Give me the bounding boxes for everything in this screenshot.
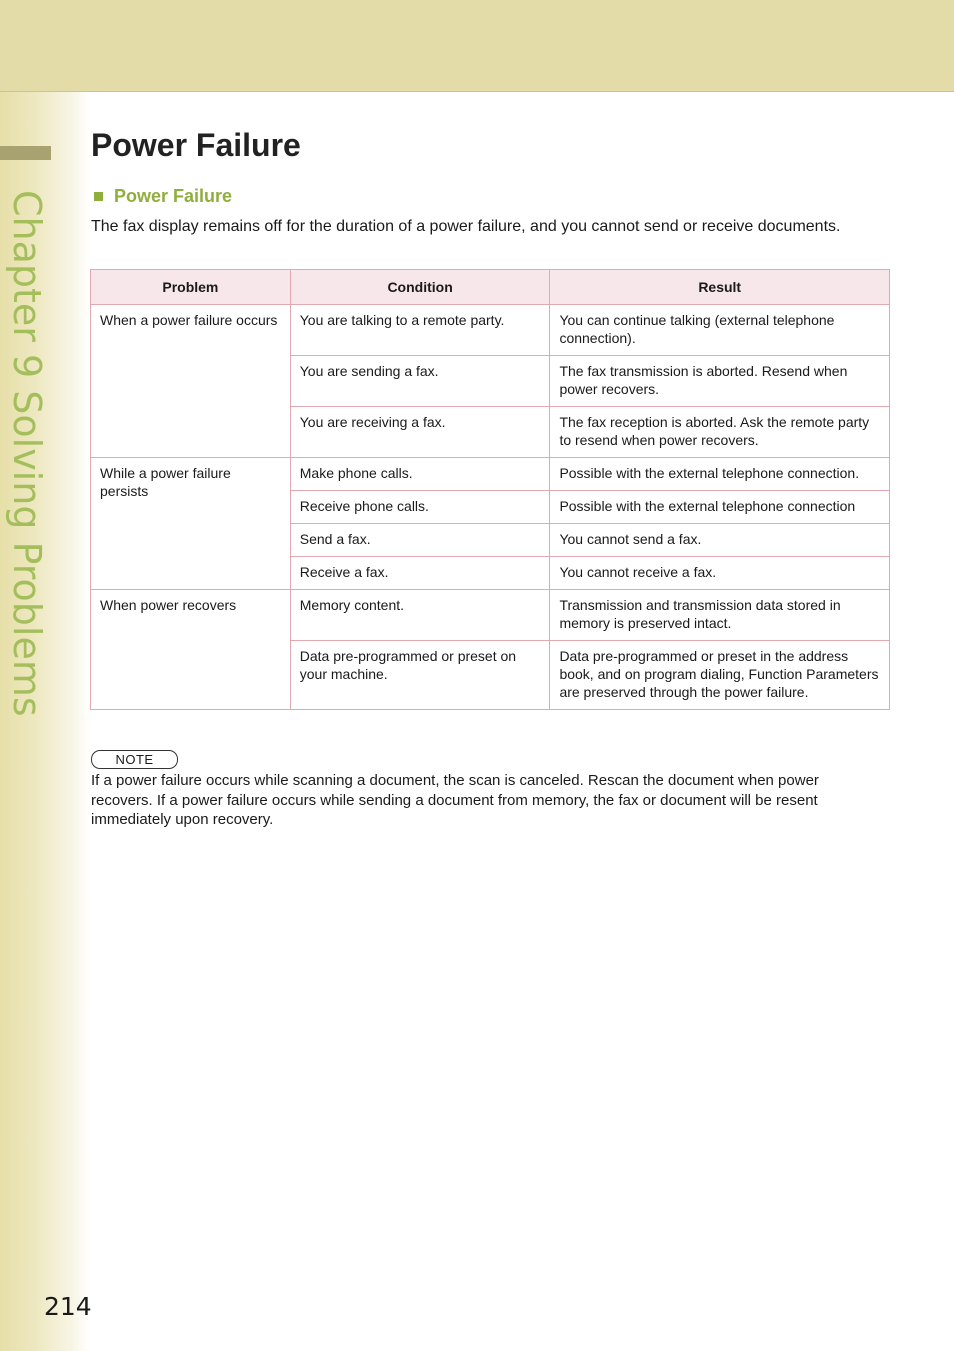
condition-cell: Memory content. — [290, 590, 550, 641]
result-cell: You can continue talking (external telephone connection). — [550, 305, 890, 356]
square-bullet-icon — [94, 192, 103, 201]
page-title: Power Failure — [91, 127, 301, 163]
result-cell: The fax transmission is aborted. Resend when power recovers. — [550, 356, 890, 407]
note-text: If a power failure occurs while scanning a document, the scan is canceled. Rescan the document when power recovers. If a power failure occurs while sending a document from memory, the fax or document will be resent immediately upon recovery. — [91, 772, 819, 828]
condition-cell: You are sending a fax. — [290, 356, 550, 407]
result-cell: The fax reception is aborted. Ask the remote party to resend when power recovers. — [550, 407, 890, 458]
condition-cell: Data pre-programmed or preset on your machine. — [290, 641, 550, 710]
problem-cell: When a power failure occurs — [91, 305, 291, 458]
problem-cell: When power recovers — [91, 590, 291, 710]
result-cell: Possible with the external telephone connection. — [550, 458, 890, 491]
result-cell: You cannot receive a fax. — [550, 557, 890, 590]
power-failure-table — [90, 269, 890, 710]
page-number: 214 — [44, 1292, 92, 1321]
column-header-problem: Problem — [91, 270, 291, 305]
result-cell: Data pre-programmed or preset in the address book, and on program dialing, Function Parameters are preserved through the power failure. — [550, 641, 890, 710]
header-band — [0, 0, 954, 92]
condition-cell: Receive a fax. — [290, 557, 550, 590]
intro-paragraph: The fax display remains off for the duration of a power failure, and you cannot send or receive documents. — [91, 218, 841, 235]
table-row — [91, 305, 890, 356]
result-cell: Transmission and transmission data stored in memory is preserved intact. — [550, 590, 890, 641]
result-cell: You cannot send a fax. — [550, 524, 890, 557]
column-header-result: Result — [550, 270, 890, 305]
condition-cell: You are talking to a remote party. — [290, 305, 550, 356]
condition-cell: Make phone calls. — [290, 458, 550, 491]
section-heading — [91, 185, 232, 207]
problem-cell: While a power failure persists — [91, 458, 291, 590]
chapter-label: Chapter 9 Solving Problems — [5, 190, 49, 717]
condition-cell: Send a fax. — [290, 524, 550, 557]
section-heading-label: Power Failure — [114, 186, 233, 206]
power-failure-table-container — [90, 269, 890, 710]
chapter-tab-marker — [0, 146, 51, 160]
table-row — [91, 458, 890, 491]
table-header-row — [91, 270, 890, 305]
table-row — [91, 590, 890, 641]
result-cell: Possible with the external telephone connection — [550, 491, 890, 524]
note-badge: NOTE — [91, 750, 178, 769]
condition-cell: Receive phone calls. — [290, 491, 550, 524]
condition-cell: You are receiving a fax. — [290, 407, 550, 458]
column-header-condition: Condition — [290, 270, 550, 305]
